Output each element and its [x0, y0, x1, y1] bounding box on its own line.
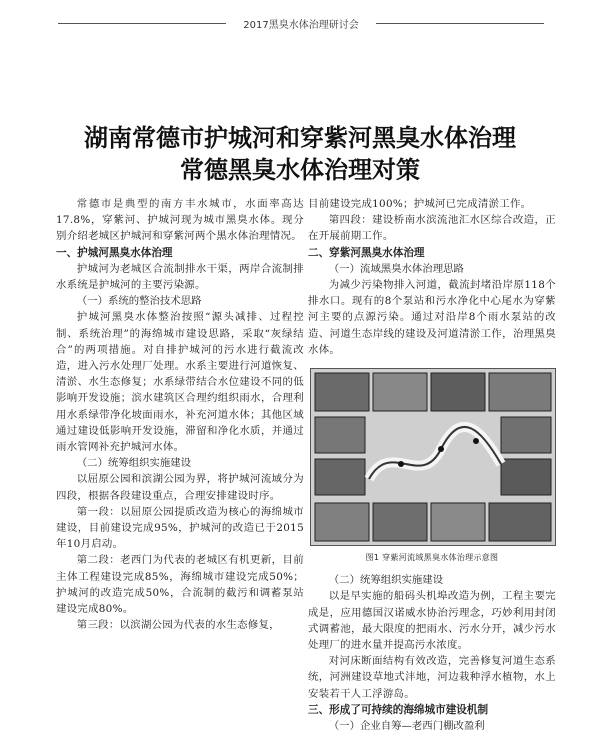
paragraph: 为减少污染物排入河道，截流封堵沿岸原118个排水口。现有的8个泵站和污水净化中心尾水为穿紫河主要的点源污染。通过对沿岸8个雨水泵站的改造、河道生态岸线的建设及河道清淤工作，治理黑臭水体。 — [308, 279, 556, 356]
section-heading-2: 二、穿紫河黑臭水体治理 — [308, 246, 425, 259]
subsection-heading: （二）统筹组织实施建设 — [76, 457, 192, 470]
paragraph: 以是早实施的船码头机埠改造为例，工程主要完成是，应用德国汉诺威水协治污理念，巧妙利用封闭式调蓄池，最大限度的把雨水、污水分开，减少污水处理厂的进水量并提高污水浓度。 — [308, 590, 556, 652]
section-heading-3: 三、形成了可持续的海绵城市建设机制 — [308, 703, 489, 716]
paragraph: 第一段：以屈原公园提质改造为核心的海绵城市建设，目前建设完成95%，护城河的改造已于2015年10月启动。 — [56, 505, 304, 551]
article-subtitle: 常德黑臭水体治理对策 — [180, 156, 420, 184]
subsection-heading: （一）系统的整治技术思路 — [76, 295, 202, 308]
paragraph: 对河床断面结构有效改造，完善修复河道生态系统，河洲建设草地式沣地，河边栽种浮水植物，水上安装若干人工浮游岛。 — [308, 655, 556, 700]
paragraph: 第二段：老西门为代表的老城区有机更新，目前主体工程建设完成85%，海绵城市建设完成50%；护城河的改造完成50%，合流制的截污和调蓄泵站建设完成80%。 — [56, 554, 304, 616]
paragraph: 第三段：以滨湖公园为代表的水生态修复， — [76, 619, 280, 632]
header-rule-left — [58, 23, 226, 24]
header-title: 2017黑臭水体治理研讨会 — [243, 20, 359, 31]
section-heading-1: 一、护城河黑臭水体治理 — [56, 246, 173, 259]
subsection-heading: （二）统筹组织实施建设 — [328, 574, 444, 587]
article-title: 湖南常德市护城河和穿紫河黑臭水体治理 — [84, 124, 516, 152]
paragraph: 护城河黑臭水体整治按照“源头减排、过程控制、系统治理”的海绵城市建设思路，采取“灰绿结合”的两项措施。对自排护城河的污水进行截流改造，进入污水处理厂处理。水系主要进行河道恢复、清淤、水生态修复；水系绿带结合水位建设不同的低影响开发设施；滨水建筑区合理约组织雨水，合理利用水系绿带净化坡面雨水，补充河道水体；其他区域通过建设低影响开发设施，滞留和净化水质，并通过雨水管网补充护城河水体。 — [56, 311, 304, 454]
header-rule-right — [376, 23, 544, 24]
figure-river-map — [310, 368, 556, 546]
page-header — [0, 14, 600, 34]
intro-paragraph: 常德市是典型的南方丰水城市，水面率高达17.8%，穿紫河、护城河现为城市黑臭水体。现分别介绍老城区护城河和穿紫河两个黑水体治理情况。 — [56, 198, 304, 243]
paragraph: 护城河为老城区合流制排水干渠，两岸合流制排水系统是护城河的主要污染源。 — [56, 262, 304, 292]
right-column — [308, 196, 556, 734]
left-column — [56, 196, 304, 633]
figure-caption: 图1 穿紫河流域黑臭水体治理示意图 — [365, 553, 499, 563]
subsection-heading: （一）企业自筹—老西门棚改盈利 — [328, 720, 485, 733]
paragraph: 第四段：建设桥南水滨流池汇水区综合改造，正在开展前期工作。 — [308, 214, 556, 243]
paragraph: 以屈原公园和滨湖公园为界，将护城河流域分为四段，根据各段建设重点，合理安排建设时序。 — [56, 473, 304, 502]
paragraph: 目前建设完成100%；护城河已完成清淤工作。 — [308, 198, 532, 210]
subsection-heading: （一）流域黑臭水体治理思路 — [328, 262, 464, 275]
river-map-illustration — [311, 369, 555, 545]
